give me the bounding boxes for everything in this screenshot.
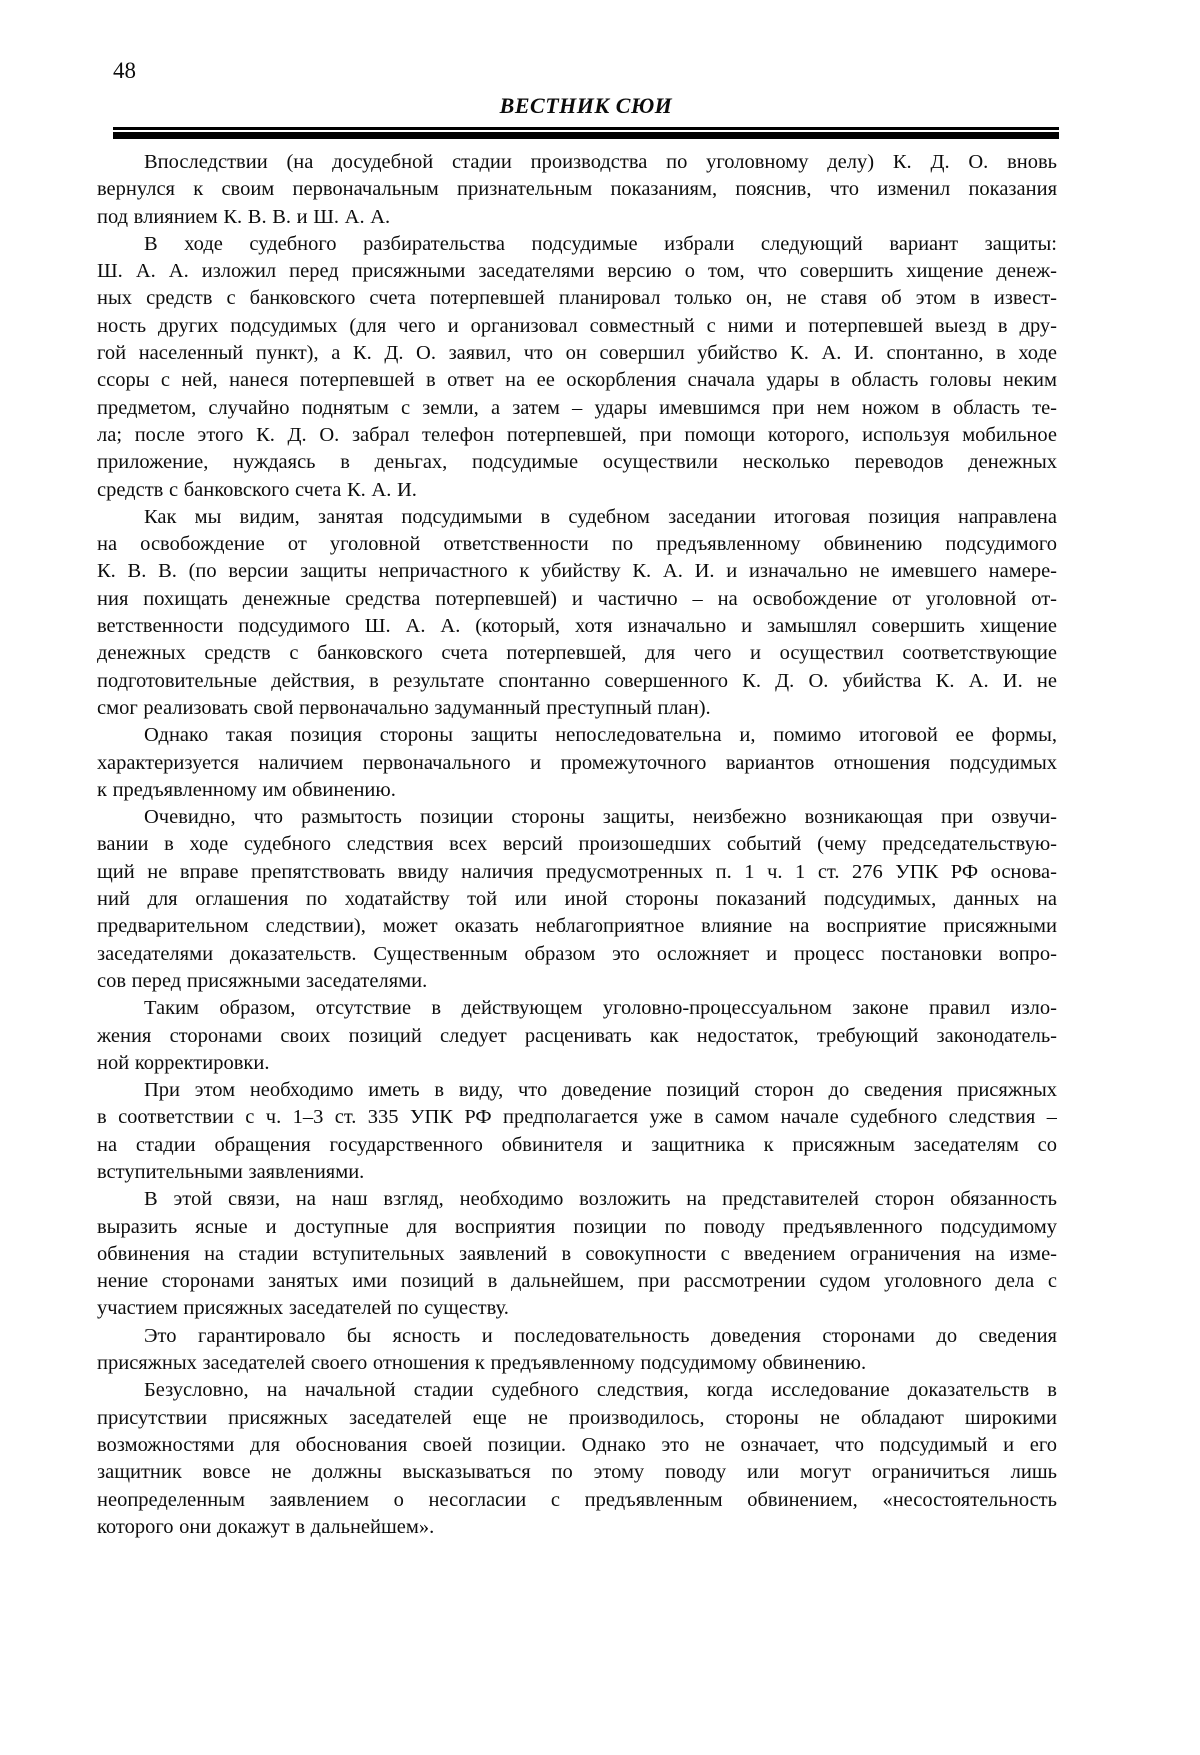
paragraph (97, 804, 1057, 995)
text-line: обвинения на стадии вступительных заявлений в совокупности с введением ограничения на изме- (97, 1242, 1057, 1265)
text-line: к предъявленному им обвинению. (97, 778, 396, 801)
text-line: участием присяжных заседателей по существу. (97, 1297, 509, 1320)
text-line: присяжных заседателей своего отношения к предъявленному подсудимому обвинению. (97, 1352, 867, 1375)
text-line: характеризуется наличием первоначального и промежуточного вариантов отношения подсудимых (97, 751, 1057, 774)
paragraph (97, 504, 1057, 722)
paragraph (97, 1186, 1057, 1322)
text-line: под влиянием К. В. В. и Ш. А. А. (97, 205, 391, 228)
text-line: в соответствии с ч. 1–3 ст. 335 УПК РФ предполагается уже в самом начале судебного следствия – (97, 1106, 1057, 1129)
page-number: 48 (113, 58, 136, 83)
text-line: Таким образом, отсутствие в действующем уголовно-процессуальном законе правил изло- (144, 997, 1057, 1020)
text-line: ния похищать денежные средства потерпевшей) и частично – на освобождение от уголовной от- (97, 587, 1057, 610)
text-line: выразить ясные и доступные для восприятия позиции по поводу предъявленного подсудимому (97, 1215, 1057, 1238)
text-line: вании в ходе судебного следствия всех версий произошедших событий (чему председательствую- (97, 833, 1057, 856)
paragraph (97, 722, 1057, 804)
text-line: на освобождение от уголовной ответственности по предъявленному обвинению подсудимого (97, 533, 1057, 556)
text-line: ных средств с банковского счета потерпевшей планировал только он, не ставя об этом в извест- (97, 287, 1057, 310)
text-line: Ш. А. А. изложил перед присяжными заседателями версию о том, что совершить хищение денеж- (97, 260, 1057, 283)
journal-title: ВЕСТНИК СЮИ (499, 93, 673, 118)
text-line: При этом необходимо иметь в виду, что доведение позиций сторон до сведения присяжных (144, 1079, 1057, 1102)
text-line: предварительном следствии), может оказать неблагоприятное влияние на восприятие присяжными (97, 915, 1057, 938)
header-rule (113, 127, 1059, 139)
text-line: Как мы видим, занятая подсудимыми в судебном заседании итоговая позиция направлена (144, 505, 1057, 528)
text-line: Это гарантировало бы ясность и последовательность доведения сторонами до сведения (144, 1324, 1057, 1347)
text-line: щий не вправе препятствовать ввиду наличия предусмотренных п. 1 ч. 1 ст. 276 УПК РФ основа- (97, 860, 1057, 883)
text-line: возможностями для обоснования своей позиции. Однако это не означает, что подсудимый и его (97, 1433, 1057, 1456)
text-line: Однако такая позиция стороны защиты непоследовательна и, помимо итоговой ее формы, (144, 724, 1057, 747)
paragraph (97, 1323, 1057, 1378)
text-line: на стадии обращения государственного обвинителя и защитника к присяжным заседателям со (97, 1133, 1057, 1156)
text-line: которого они докажут в дальнейшем». (97, 1515, 435, 1538)
header-rule-thick-line (113, 132, 1059, 139)
text-line: нение сторонами занятых ими позиций в дальнейшем, при рассмотрении судом уголовного дела с (97, 1270, 1057, 1293)
text-line: ссоры с ней, нанеся потерпевшей в ответ на ее оскорбления сначала удары в область головы неким (97, 369, 1057, 392)
text-line: смог реализовать свой первоначально задуманный преступный план). (97, 696, 711, 719)
text-line: жения сторонами своих позиций следует расценивать как недостаток, требующий законодатель- (97, 1024, 1057, 1047)
text-line: защитник вовсе не должны высказываться по этому поводу или могут ограничиться лишь (97, 1461, 1057, 1484)
text-line: денежных средств с банковского счета потерпевшей, для чего и осуществил соответствующие (97, 642, 1057, 665)
text-line: ветственности подсудимого Ш. А. А. (который, хотя изначально и замышлял совершить хищение (97, 615, 1057, 638)
paragraph (97, 1077, 1057, 1186)
page-header (113, 58, 1059, 139)
paragraph (97, 149, 1057, 231)
paragraph (97, 1377, 1057, 1541)
paragraph (97, 995, 1057, 1077)
text-line: заседателями доказательств. Существенным образом это осложняет и процесс постановки вопро- (97, 942, 1057, 965)
text-line: средств с банковского счета К. А. И. (97, 478, 417, 501)
text-line: присутствии присяжных заседателей еще не производилось, стороны не обладают широкими (97, 1406, 1057, 1429)
text-line: К. В. В. (по версии защиты непричастного к убийству К. А. И. и изначально не имевшего намере- (97, 560, 1057, 583)
article-body (97, 149, 1057, 1541)
text-line: неопределенным заявлением о несогласии с предъявленным обвинением, «несостоятельность (97, 1488, 1057, 1511)
text-line: вступительными заявлениями. (97, 1160, 365, 1183)
text-line: ла; после этого К. Д. О. забрал телефон потерпевшей, при помощи которого, используя мобильное (97, 423, 1057, 446)
text-line: предметом, случайно поднятым с земли, а затем – удары имевшимся при нем ножом в область те- (97, 396, 1057, 419)
text-line: Очевидно, что размытость позиции стороны защиты, неизбежно возникающая при озвучи- (144, 806, 1057, 829)
text-line: подготовительные действия, в результате спонтанно совершенного К. Д. О. убийства К. А. И. не (97, 669, 1057, 692)
document-page (0, 58, 1200, 1755)
text-line: ность других подсудимых (для чего и организовал совместный с ними и потерпевшей выезд в дру- (97, 314, 1057, 337)
text-line: ний для оглашения по ходатайству той или иной стороны показаний подсудимых, данных на (97, 888, 1057, 911)
text-line: Впоследствии (на досудебной стадии производства по уголовному делу) К. Д. О. вновь (144, 151, 1057, 173)
text-line: гой населенный пункт), а К. Д. О. заявил, что он совершил убийство К. А. И. спонтанно, в ходе (97, 342, 1057, 365)
text-line: В этой связи, на наш взгляд, необходимо возложить на представителей сторон обязанность (144, 1188, 1057, 1211)
text-line: Безусловно, на начальной стадии судебного следствия, когда исследование доказательств в (144, 1379, 1057, 1402)
text-line: ной корректировки. (97, 1051, 270, 1074)
text-line: сов перед присяжными заседателями. (97, 969, 428, 992)
text-line: приложение, нуждаясь в деньгах, подсудимые осуществили несколько переводов денежных (97, 451, 1057, 474)
paragraph (97, 231, 1057, 504)
text-line: вернулся к своим первоначальным признательным показаниям, пояснив, что изменил показания (97, 178, 1057, 201)
header-rule-thin-line (113, 127, 1059, 130)
text-line: В ходе судебного разбирательства подсудимые избрали следующий вариант защиты: (144, 232, 1057, 255)
